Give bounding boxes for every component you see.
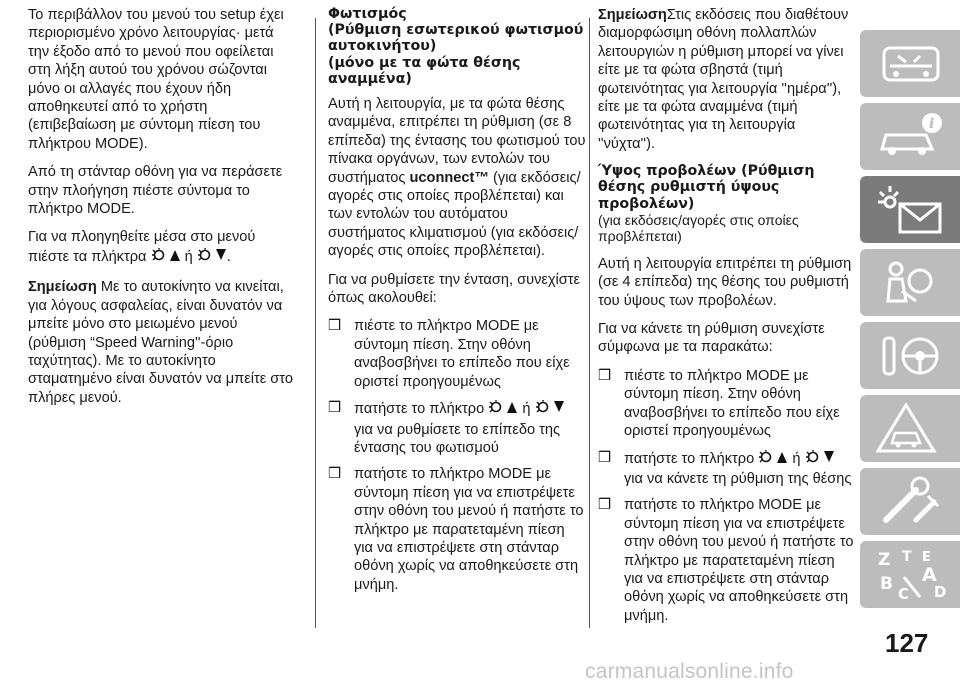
tech-letter: C [898, 585, 910, 603]
column-divider [315, 18, 316, 628]
tech-letter: B [880, 574, 893, 594]
column-middle [328, 6, 586, 602]
watermark: carmanualsonline.info [585, 660, 794, 683]
brightness-up-icon [151, 247, 181, 268]
tech-letter: T [902, 549, 912, 565]
tab-maintenance[interactable] [860, 468, 960, 535]
column-left [28, 6, 298, 417]
tab-emergency[interactable] [860, 395, 960, 462]
tab-dashboard[interactable] [860, 30, 960, 97]
tab-safety[interactable] [860, 249, 960, 316]
warning-lights-message-icon [876, 182, 946, 237]
column-divider [589, 18, 590, 628]
tech-letter: Z [878, 550, 891, 570]
list-item: ❒ πιέστε το πλήκτρο MODE με σύντομη πίεση. Στην οθόνη αναβοσβήνει το επίπεδο που είχε οριστεί προηγουμένως [598, 367, 840, 440]
tab-technical-data[interactable] [860, 541, 960, 608]
tab-warning-lights[interactable] [860, 176, 960, 243]
brightness-up-icon [488, 399, 518, 420]
paragraph-setup-time: Το περιβάλλον του μενού του setup έχει περιορισμένο χρόνο λειτουργίας· μετά την έξοδο από το μενού που οφείλεται στη λήξη αυτού του χρόνου σώζονται μόνο οι αλλαγές που έχουν ήδη αποθηκευτεί από το χρήστη (επιβεβαίωση με σύντομη πίεση του πλήκτρου MODE). [28, 7, 284, 152]
brightness-down-icon [805, 449, 835, 470]
svg-text:i: i [929, 116, 935, 132]
tab-car-info[interactable] [860, 103, 960, 170]
brightness-down-icon [535, 399, 565, 420]
paragraph-headlight-adjust: Για να κάνετε τη ρύθμιση συνεχίστε σύμφωνα με τα παρακάτω: [598, 321, 825, 356]
paragraph-navigation: Από τη στάνταρ οθόνη για να περάσετε στην πλοήγηση πιέστε σύντομα το πλήκτρο MODE. [28, 164, 283, 218]
tools-maintenance-icon [876, 474, 946, 529]
column-right [598, 6, 856, 633]
list-item: ❒ πατήστε το πλήκτρο ή για να ρυθμίσετε το επίπεδο της έντασης του φωτισμού [328, 399, 586, 457]
note-label: Σημείωση [28, 279, 97, 296]
page-number: 127 [885, 628, 929, 658]
tech-letter: D [934, 583, 947, 601]
chapter-tabs [860, 30, 960, 614]
list-item: ❒ πατήστε το πλήκτρο MODE με σύντομη πίεση για να επιστρέψετε στην οθόνη του μενού ή πατήστε το πλήκτρο με παρατεταμένη πίεση για να επιστρέψετε στη στάνταρ οθόνη χωρίς να αποθηκεύσετε στη μνήμη. [328, 466, 584, 593]
note-driving: Σημείωση Με το αυτοκίνητο να κινείται, για λόγους ασφαλείας, είναι δυνατόν να μπείτε μόνο στο μειωμένο μενού (ρύθμιση “Speed Warning''-όριο ταχύτητας). Με το αυτοκίνητο σταματημένο είναι δυνατόν να μπείτε στο πλήρες μενού. [28, 279, 293, 406]
car-info-icon [876, 109, 946, 164]
paragraph-adjust: Για να ρυθμίσετε την ένταση, συνεχίστε όπως ακολουθεί: [328, 271, 581, 307]
paragraph-headlight: Αυτή η λειτουργία επιτρέπει τη ρύθμιση (σε 4 επίπεδα) της θέσης του ρυθμιστή του ύψους των προβολέων. [598, 255, 852, 309]
list-item: ❒ πατήστε το πλήκτρο MODE με σύντομη πίεση για να επιστρέψετε στην οθόνη του μενού ή πατήστε το πλήκτρο με παρατεταμένη πίεση για να επιστρέψετε στη στάνταρ οθόνη χωρίς να αποθηκεύσετε στη μνήμη. [598, 497, 854, 624]
list-item: ❒ πιέστε το πλήκτρο MODE με σύντομη πίεση. Στην οθόνη αναβοσβήνει το επίπεδο που είχε οριστεί προηγουμένως [328, 318, 570, 390]
steering-wheel-key-icon [876, 328, 946, 383]
tab-starting-driving[interactable] [860, 322, 960, 389]
heading-lighting-sub: (Ρύθμιση εσωτερικού φωτισμού αυτοκινήτου) [328, 22, 584, 55]
list-item: ❒ πατήστε το πλήκτρο ή για να κάνετε τη ρύθμιση της θέσης [598, 449, 852, 487]
tech-letter: A [922, 564, 937, 586]
note-display: ΣημείωσηΣτις εκδόσεις που διαθέτουν διαμορφώσιμη οθόνη πολλαπλών λειτουργιών η ρύθμιση μπορεί να γίνει είτε με τα φώτα σβηστά (τιμή φωτεινότητας για λειτουργία ''ημέρα''), είτε με τα φώτα αναμμένα (τιμή φωτεινότητας για τη λειτουργία ''νύχτα''). [598, 7, 849, 152]
note-label: Σημείωση [598, 7, 667, 23]
heading-headlight-alignment: Ύψος προβολέων (Ρύθμιση θέσης ρυθμιστή ύψους προβολέων) [598, 163, 815, 212]
car-dashboard-icon [876, 36, 946, 91]
heading-lighting-condition: (μόνο με τα φώτα θέσης αναμμένα) [328, 54, 521, 87]
brightness-down-icon [197, 247, 227, 268]
heading-lighting: Φωτισμός [328, 6, 407, 22]
heading-headlight-sub: (για εκδόσεις/αγορές στις οποίες προβλέπεται) [598, 211, 799, 245]
technical-data-letters-icon [876, 547, 948, 607]
paragraph-lighting: Αυτή η λειτουργία, με τα φώτα θέσης αναμμένα, επιτρέπει τη ρύθμιση (σε 8 επίπεδα) της έντασης του φωτισμού του πίνακα οργάνων, των εντολών του συστήματος uconnect™ (για εκδόσεις/αγορές στις οποίες προβλέπεται) και των εντολών του αυτόματου συστήματος κλιματισμού (για εκδόσεις/αγορές στις οποίες προβλέπεται). [328, 96, 586, 260]
brightness-up-icon [758, 449, 788, 470]
tech-letter: E [922, 550, 931, 565]
paragraph-keys: Για να πλοηγηθείτε μέσα στο μενού πιέστε τα πλήκτρα ή . [28, 228, 298, 268]
airbag-safety-icon [876, 255, 946, 310]
car-breakdown-triangle-icon [876, 401, 946, 456]
